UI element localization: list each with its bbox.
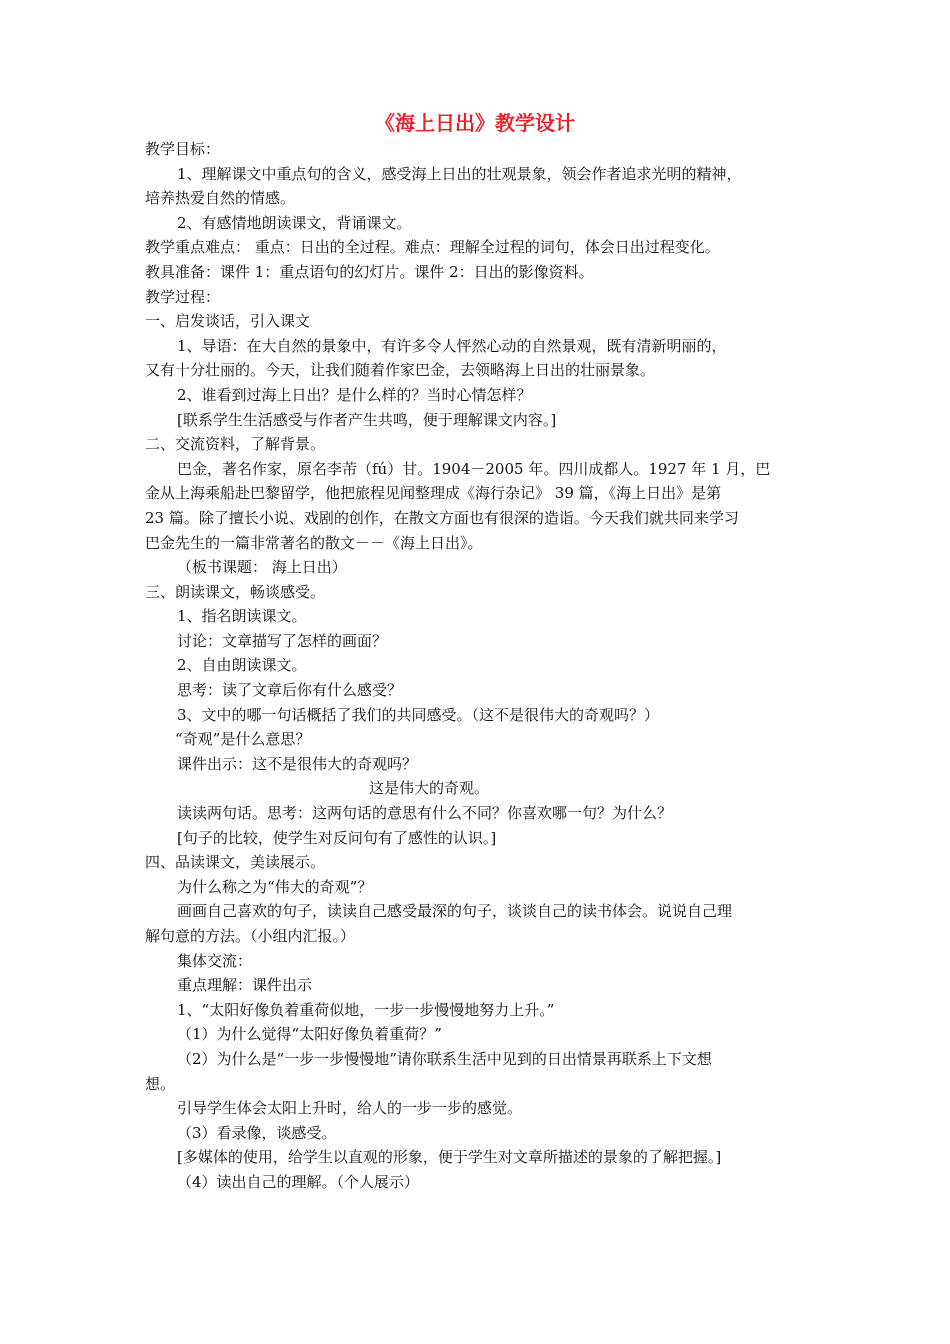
- text-line: 又有十分壮丽的。今天，让我们随着作家巴金，去领略海上日出的壮丽景象。: [145, 361, 656, 380]
- text-line: （2）为什么是“一步一步慢慢地”请你联系生活中见到的日出情景再联系上下文想: [177, 1049, 712, 1068]
- text-line: “奇观”是什么意思？: [175, 730, 311, 749]
- text-line: （4）读出自己的理解。（个人展示）: [177, 1172, 420, 1191]
- text-line: 2、谁看到过海上日出？是什么样的？当时心情怎样？: [177, 385, 532, 404]
- text-line: 金从上海乘船赴巴黎留学，他把旅程见闻整理成《海行杂记》 39 篇，《海上日出》是第: [145, 484, 722, 503]
- text-line: 讨论：文章描写了怎样的画面？: [177, 631, 388, 650]
- text-line: 读读两句话。思考：这两句话的意思有什么不同？你喜欢哪一句？为什么？: [177, 804, 673, 823]
- text-line: 巴金，著名作家，原名李芾（fú）甘。1904－2005 年。四川成都人。1927 年 1 月，巴: [177, 459, 771, 478]
- text-line: 23 篇。除了擅长小说、戏剧的创作，在散文方面也有很深的造诣。今天我们就共同来学习: [145, 508, 739, 527]
- text-line: 培养热爱自然的情感。: [145, 189, 296, 208]
- text-line: 四、品读课文，美读展示。: [145, 853, 326, 872]
- text-line: 为什么称之为“伟大的奇观”？: [177, 877, 373, 896]
- text-line: 三、朗读课文，畅谈感受。: [145, 582, 326, 601]
- text-line: 教学目标：: [145, 140, 221, 158]
- text-line: （板书课题： 海上日出）: [177, 558, 347, 577]
- text-line: （1）为什么觉得“太阳好像负着重荷？”: [177, 1025, 442, 1044]
- text-line: 一、启发谈话，引入课文: [145, 312, 311, 331]
- text-line: 思考：读了文章后你有什么感受？: [177, 681, 403, 700]
- text-line: 2、自由朗读课文。: [177, 656, 307, 675]
- text-line: （3）看录像，谈感受。: [177, 1123, 337, 1142]
- text-line: 教学重点难点： 重点：日出的全过程。难点：理解全过程的词句，体会日出过程变化。: [145, 238, 720, 257]
- text-line: 想。: [145, 1074, 176, 1093]
- text-line: [联系学生生活感受与作者产生共鸣，便于理解课文内容。]: [177, 410, 557, 429]
- text-line: 巴金先生的一篇非常著名的散文－－《海上日出》。: [145, 533, 483, 552]
- text-line: 教学过程：: [145, 287, 221, 306]
- text-line: 3、文中的哪一句话概括了我们的共同感受。（这不是很伟大的奇观吗？）: [177, 705, 660, 724]
- text-line: 1、导语：在大自然的景象中，有许多令人怦然心动的自然景观，既有清新明丽的，: [177, 336, 727, 355]
- text-line: [句子的比较，使学生对反问句有了感性的认识。]: [177, 828, 497, 847]
- text-line: 引导学生体会太阳上升时，给人的一步一步的感觉。: [177, 1099, 523, 1118]
- text-line: [多媒体的使用，给学生以直观的形象，便于学生对文章所描述的景象的了解把握。]: [177, 1148, 722, 1167]
- text-line: 1、“太阳好像负着重荷似地，一步一步慢慢地努力上升。”: [177, 1000, 555, 1019]
- text-line: 解句意的方法。（小组内汇报。）: [145, 927, 356, 945]
- document-title: 《海上日出》教学设计: [375, 111, 575, 135]
- document-body: [145, 137, 805, 1195]
- text-line: 1、理解课文中重点句的含义，感受海上日出的壮观景象，领会作者追求光明的精神，: [177, 164, 742, 183]
- text-line: 教具准备：课件 1：重点语句的幻灯片。课件 2：日出的影像资料。: [145, 262, 594, 281]
- text-line: 这是伟大的奇观。: [369, 779, 490, 798]
- text-line: 课件出示：这不是很伟大的奇观吗？: [177, 754, 418, 773]
- text-line: 重点理解：课件出示: [177, 976, 313, 995]
- text-line: 1、指名朗读课文。: [177, 607, 307, 626]
- text-line: 2、有感情地朗读课文，背诵课文。: [177, 213, 412, 232]
- text-line: 二、交流资料，了解背景。: [145, 435, 326, 454]
- text-line: 画画自己喜欢的句子，读读自己感受最深的句子，谈谈自己的读书体会。说说自己理: [177, 902, 733, 921]
- text-line: 集体交流：: [177, 951, 253, 970]
